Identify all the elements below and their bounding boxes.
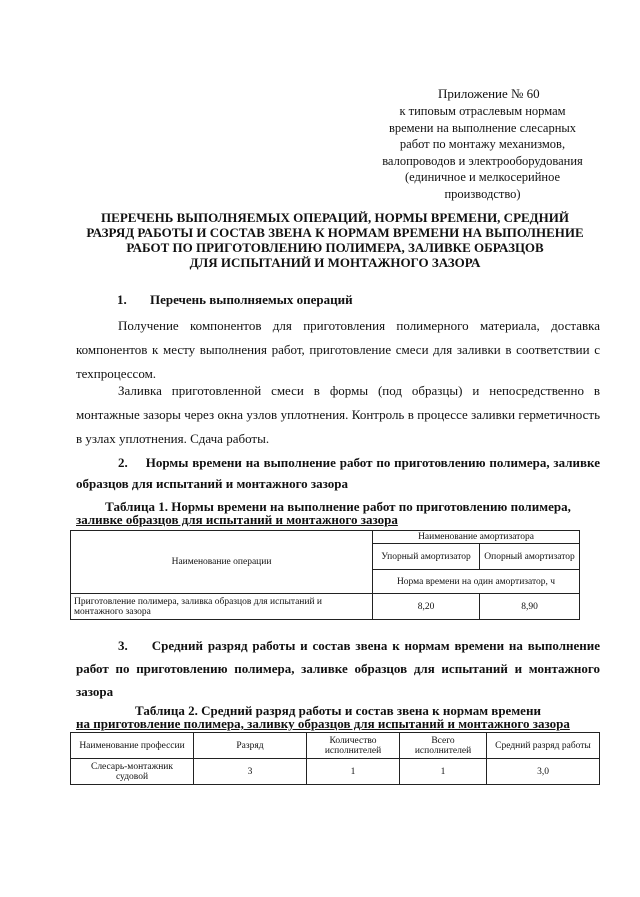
table2-row-avg-grade: 3,0 [487, 759, 600, 785]
table-row [71, 594, 580, 620]
appendix-note-line: к типовым отраслевым нормам [399, 104, 566, 118]
section1-number: 1. [117, 292, 127, 307]
title-line: РАЗРЯД РАБОТЫ И СОСТАВ ЗВЕНА К НОРМАМ ВРЕМЕНИ НА ВЫПОЛНЕНИЕ [86, 225, 584, 240]
table2-header-profession: Наименование профессии [71, 733, 194, 759]
section1-heading: Перечень выполняемых операций [150, 292, 353, 307]
table2-row-profession: Слесарь-монтажник судовой [71, 759, 194, 785]
table2-header-count: Количество исполнителей [307, 733, 400, 759]
table2-row-grade: 3 [194, 759, 307, 785]
table2-header-total: Всего исполнителей [400, 733, 487, 759]
appendix-note-line: работ по монтажу механизмов, [399, 137, 566, 151]
appendix-note-line: производство) [444, 186, 521, 201]
table1-caption: Таблица 1. Нормы времени на выполнение работ по приготовлению полимера, заливке образцов для испытаний и монтажного зазора [76, 499, 571, 527]
title-line: ДЛЯ ИСПЫТАНИЙ И МОНТАЖНОГО ЗАЗОРА [189, 255, 481, 270]
section1-paragraph1: Получение компонентов для приготовления полимерного материала, доставка компонентов к месту выполнения работ, приготовление смеси для заливки в соответствии с техпроцессом. [76, 318, 600, 381]
table1-header-a: Упорный амортизатор [373, 544, 480, 570]
section1-paragraph2: Заливка приготовленной смеси в формы (под образцы) и непосредственно в монтажные зазоры через окна узлов уплотнения. Контроль в процессе заливки герметичность в узлах уплотнения. Сдача работы. [76, 383, 600, 446]
table2 [70, 732, 600, 785]
document-title [70, 210, 600, 270]
table2-header-avg-grade: Средний разряд работы [487, 733, 600, 759]
table1-header-b: Опорный амортизатор [480, 544, 580, 570]
section3-heading: 3. Средний разряд работы и состав звена к нормам времени на выполнение работ по приготовлению полимера, заливке образцов для испытаний и монтажного зазора [76, 638, 600, 699]
appendix-note [360, 103, 605, 202]
title-line: РАБОТ ПО ПРИГОТОВЛЕНИЮ ПОЛИМЕРА, ЗАЛИВКЕ ОБРАЗЦОВ [126, 240, 544, 255]
appendix-note-line: времени на выполнение слесарных [388, 120, 577, 135]
table1-norm-label: Норма времени на один амортизатор, ч [373, 570, 580, 594]
table1 [70, 530, 580, 620]
table-row [71, 759, 600, 785]
appendix-note-line: (единичное и мелкосерийное [404, 170, 561, 184]
table2-header-grade: Разряд [194, 733, 307, 759]
table1-header-group: Наименование амортизатора [373, 531, 580, 544]
table1-row-operation: Приготовление полимера, заливка образцов для испытаний и монтажного зазора [71, 594, 373, 620]
table1-row-b: 8,90 [480, 594, 580, 620]
table2-row-total: 1 [400, 759, 487, 785]
table1-row-a: 8,20 [373, 594, 480, 620]
appendix-title: Приложение № 60 [438, 86, 540, 101]
section2-heading: 2. Нормы времени на выполнение работ по приготовлению полимера, заливке образцов для испытаний и монтажного зазора [76, 455, 600, 491]
table2-row-count: 1 [307, 759, 400, 785]
table1-header-operation: Наименование операции [71, 531, 373, 594]
title-line: ПЕРЕЧЕНЬ ВЫПОЛНЯЕМЫХ ОПЕРАЦИЙ, НОРМЫ ВРЕМЕНИ, СРЕДНИЙ [101, 210, 569, 225]
table2-caption: Таблица 2. Средний разряд работы и состав звена к нормам времени на приготовление полимера, заливку образцов для испытаний и монтажного зазора [76, 703, 570, 731]
appendix-note-line: валопроводов и электрооборудования [382, 153, 583, 168]
